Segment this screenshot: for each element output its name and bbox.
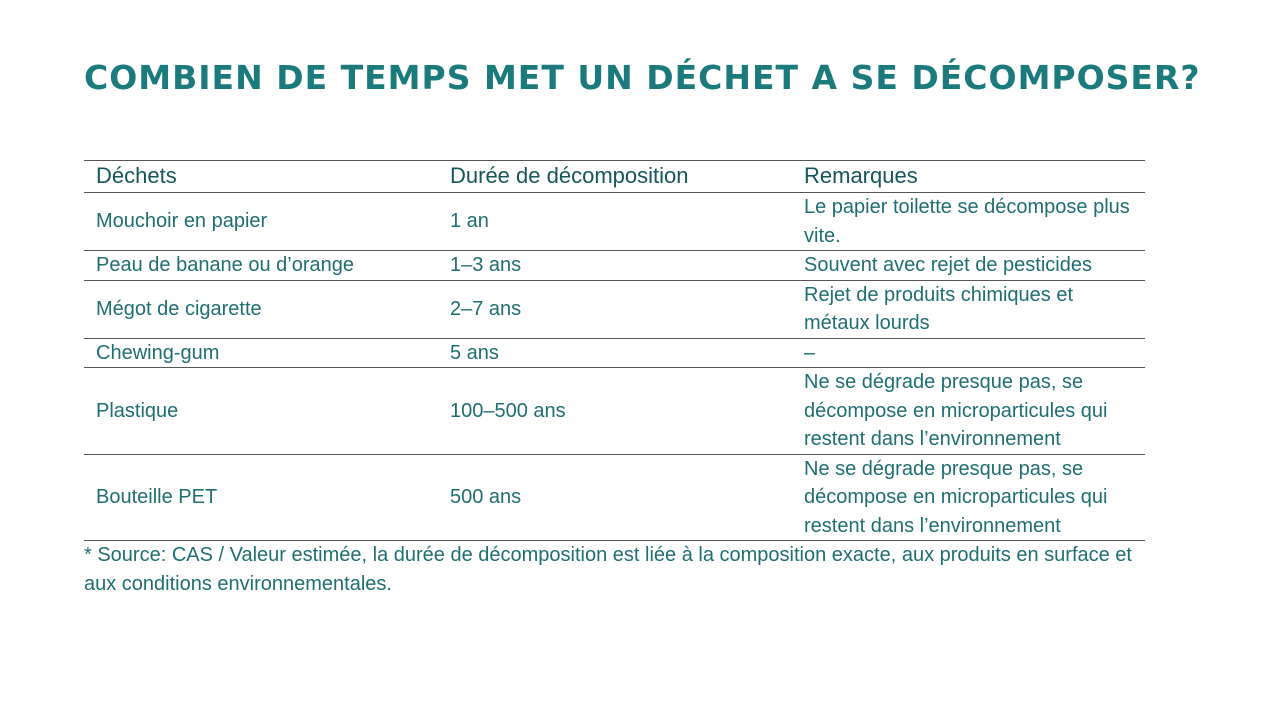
cell-item: Peau de banane ou d’orange — [84, 251, 438, 281]
cell-duration: 1 an — [438, 193, 792, 251]
cell-item: Mégot de cigarette — [84, 280, 438, 338]
header-duree: Durée de décomposition — [438, 161, 792, 193]
table-row — [84, 251, 1145, 281]
cell-item: Mouchoir en papier — [84, 193, 438, 251]
cell-duration: 100–500 ans — [438, 368, 792, 455]
source-footnote: * Source: CAS / Valeur estimée, la durée de décomposition est liée à la composition exacte, aux produits en surface et aux conditions environnementales. — [84, 544, 1132, 595]
cell-remark: – — [792, 338, 1145, 368]
table-row — [84, 193, 1145, 251]
cell-duration: 5 ans — [438, 338, 792, 368]
cell-duration: 1–3 ans — [438, 251, 792, 281]
table-row — [84, 454, 1145, 541]
cell-item: Plastique — [84, 368, 438, 455]
header-dechets: Déchets — [84, 161, 438, 193]
table-row — [84, 338, 1145, 368]
cell-item: Bouteille PET — [84, 454, 438, 541]
page-title: COMBIEN DE TEMPS MET UN DÉCHET A SE DÉCOMPOSER? — [84, 58, 1201, 97]
decomposition-table — [84, 160, 1145, 541]
cell-remark: Ne se dégrade presque pas, se décompose en microparticules qui restent dans l’environnement — [792, 368, 1145, 455]
cell-item: Chewing-gum — [84, 338, 438, 368]
cell-duration: 2–7 ans — [438, 280, 792, 338]
table-row — [84, 280, 1145, 338]
decomposition-table-container — [84, 160, 1145, 541]
cell-remark: Rejet de produits chimiques et métaux lourds — [792, 280, 1145, 338]
cell-remark: Le papier toilette se décompose plus vite. — [792, 193, 1145, 251]
header-remarques: Remarques — [792, 161, 1145, 193]
cell-remark: Ne se dégrade presque pas, se décompose en microparticules qui restent dans l’environnement — [792, 454, 1145, 541]
cell-duration: 500 ans — [438, 454, 792, 541]
table-row — [84, 368, 1145, 455]
table-header-row — [84, 161, 1145, 193]
cell-remark: Souvent avec rejet de pesticides — [792, 251, 1145, 281]
